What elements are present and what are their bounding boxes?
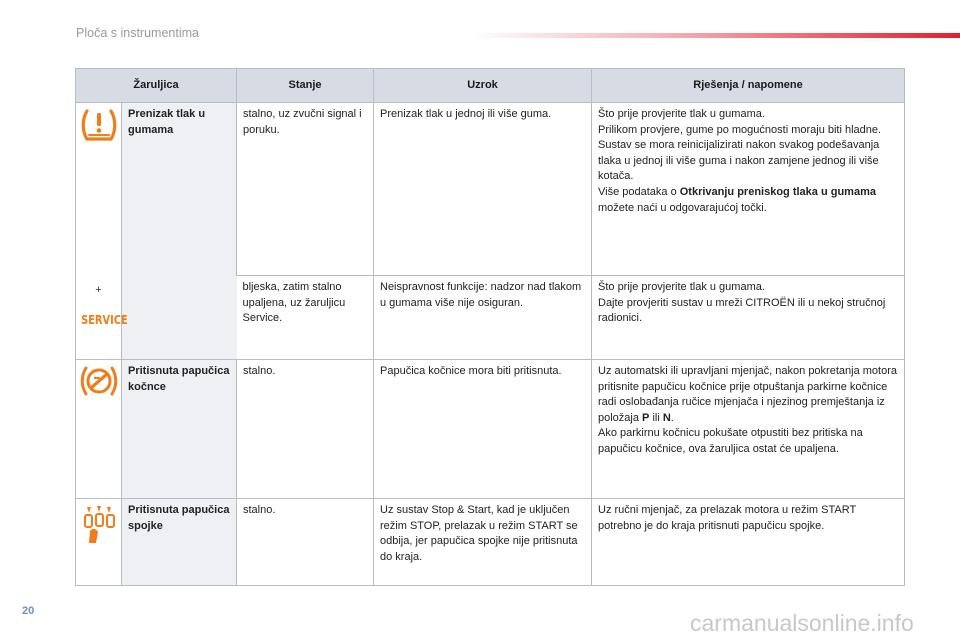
solution-text: možete naći u odgovarajućoj točki. bbox=[598, 201, 767, 214]
header-accent-line bbox=[470, 33, 960, 38]
cause-cell: Neispravnost funkcije: nadzor nad tlakom u gumama više nije osiguran. bbox=[374, 276, 592, 360]
solution-line: Ako parkirnu kočnicu pokušate otpustiti bez pritiska na papučicu kočnice, ova žaruljica ostat će upaljena. bbox=[598, 427, 863, 455]
gear-position-p: P bbox=[642, 411, 650, 424]
solution-line: Prilikom provjere, gume po mogućnosti moraju biti hladne. bbox=[598, 123, 882, 136]
solution-text: Uz automatski ili upravljani mjenjač, nakon pokretanja motora pritisnite papučicu kočnice prije otpuštanja parkirne kočnice radi oslobađanja ručice mjenjača i njezinog premještanja iz položaja bbox=[598, 365, 897, 424]
table-row bbox=[76, 360, 905, 499]
service-label: SERVICE bbox=[81, 313, 128, 327]
solution-cell bbox=[592, 103, 905, 276]
clutch-pedal-icon bbox=[79, 503, 119, 551]
tyre-pressure-warning-icon bbox=[80, 107, 118, 149]
cause-cell: Prenizak tlak u jednoj ili više guma. bbox=[374, 103, 592, 276]
col-header-cause: Uzrok bbox=[374, 69, 592, 103]
service-warning-icon bbox=[76, 313, 128, 330]
table-row bbox=[76, 499, 905, 586]
solution-cell bbox=[592, 276, 905, 360]
brake-icon-cell bbox=[76, 360, 122, 499]
solution-text: . bbox=[670, 411, 674, 424]
brake-pedal-icon bbox=[79, 364, 119, 404]
col-header-state: Stanje bbox=[237, 69, 374, 103]
solution-text: ili bbox=[649, 411, 663, 424]
col-header-lamp: Žaruljica bbox=[76, 69, 237, 103]
state-cell: stalno, uz zvučni signal i poruku. bbox=[237, 103, 374, 276]
state-cell: bljeska, zatim stalno upaljena, uz žaruljicu Service. bbox=[237, 276, 374, 360]
lamp-name: Pritisnuta papučica spojke bbox=[122, 499, 237, 586]
watermark: carmanualsonline.info bbox=[690, 610, 914, 636]
cross-reference-link[interactable]: Otkrivanju preniskog tlaka u gumama bbox=[679, 185, 876, 198]
page-number: 20 bbox=[22, 605, 35, 617]
state-cell: stalno. bbox=[237, 360, 374, 499]
state-cell: stalno. bbox=[237, 499, 374, 586]
tyre-icon-cell bbox=[76, 103, 128, 360]
col-header-solution: Rješenja / napomene bbox=[592, 69, 905, 103]
cause-cell: Papučica kočnice mora biti pritisnuta. bbox=[374, 360, 592, 499]
solution-cell bbox=[592, 360, 905, 499]
solution-cell: Uz ručni mjenjač, za prelazak motora u režim START potrebno je do kraja pritisnuti papučicu spojke. bbox=[592, 499, 905, 586]
solution-line: Dajte provjeriti sustav u mreži CITROËN ili u nekoj stručnoj radionici. bbox=[598, 296, 886, 325]
lamp-name: Prenizak tlak u gumama bbox=[122, 103, 237, 360]
clutch-icon-cell bbox=[76, 499, 122, 586]
solution-line: Što prije provjerite tlak u gumama. bbox=[598, 281, 765, 293]
table-row bbox=[76, 103, 905, 276]
page-header-title: Ploča s instrumentima bbox=[76, 26, 199, 40]
lamp-name: Pritisnuta papučica kočnce bbox=[122, 360, 237, 499]
table-header-row bbox=[76, 69, 905, 103]
gear-position-n: N bbox=[662, 411, 671, 424]
solution-text: Više podataka o bbox=[598, 185, 680, 198]
solution-line: Što prije provjerite tlak u gumama. bbox=[598, 108, 765, 120]
solution-line: Sustav se mora reinicijalizirati nakon svakog podešavanja tlaka u jednoj ili više guma i nakon zamjene jednog ili više kotača. bbox=[598, 139, 880, 183]
warning-lights-table bbox=[75, 68, 905, 586]
solution-line bbox=[598, 364, 898, 426]
cause-cell: Uz sustav Stop & Start, kad je uključen režim STOP, prelazak u režim START se odbija, jer papučica spojke nije pritisnuta do kraja. bbox=[374, 499, 592, 586]
plus-sign: + bbox=[95, 284, 102, 296]
solution-line bbox=[598, 185, 898, 216]
